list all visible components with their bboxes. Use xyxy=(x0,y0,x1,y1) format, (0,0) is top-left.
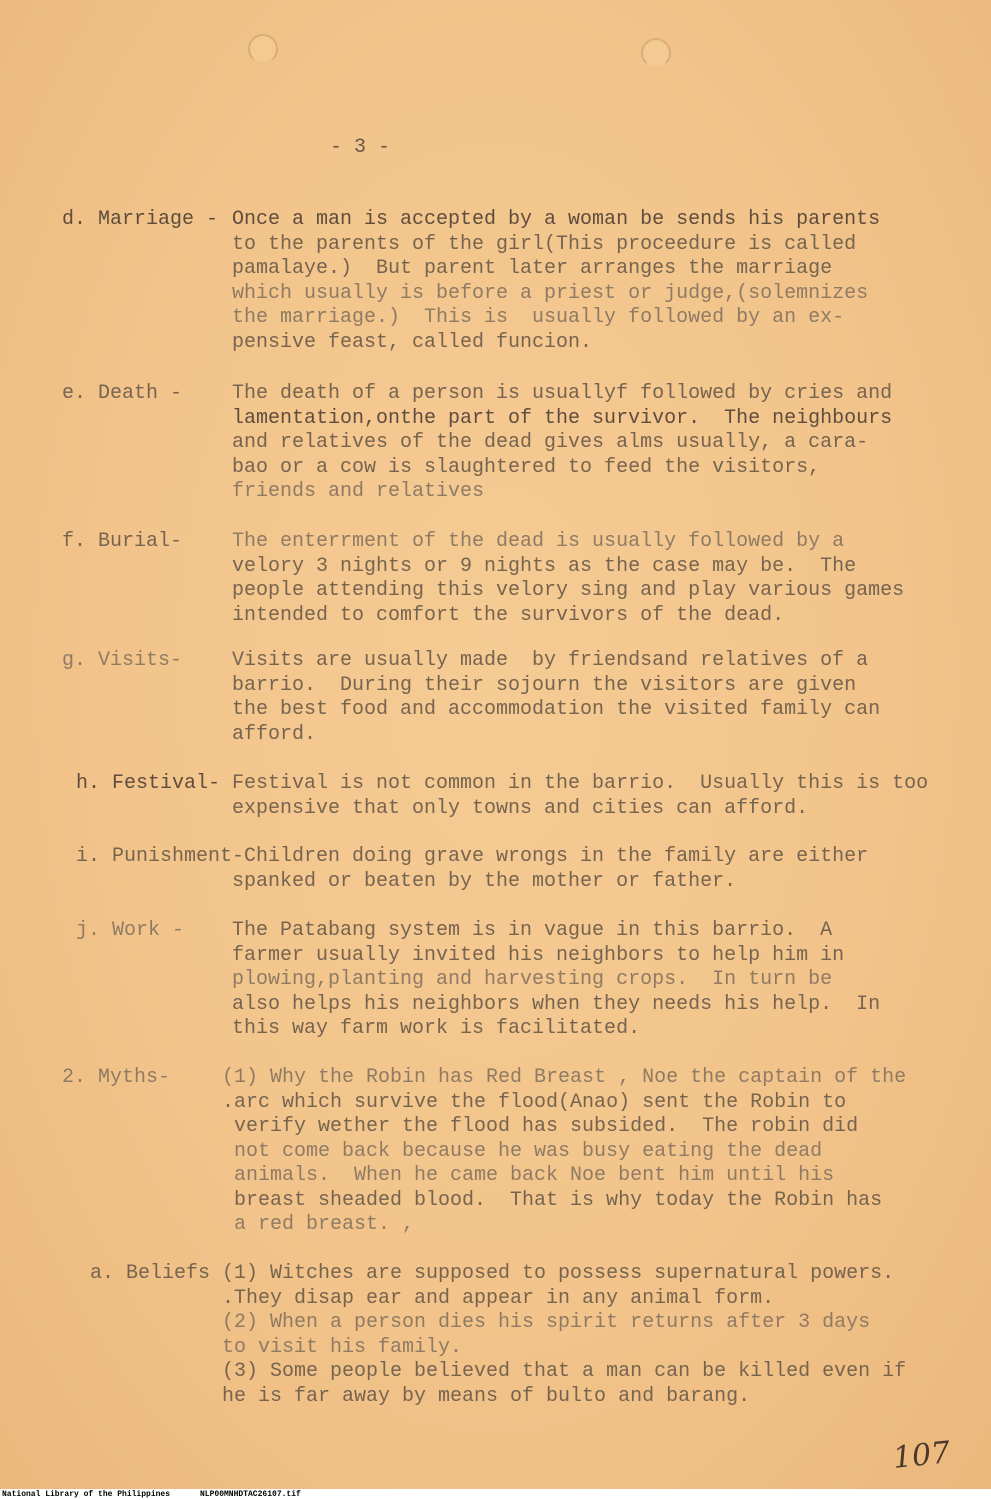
footer-library-name: National Library of the Philippines xyxy=(2,1490,171,1499)
text-line: (3) Some people believed that a man can be killed even if xyxy=(222,1360,907,1383)
section-label: i. Punishment- xyxy=(76,845,245,868)
text-line: .They disap ear and appear in any animal form. xyxy=(222,1286,775,1310)
text-line: (1) Why the Robin has Red Breast , Noe the captain of the xyxy=(222,1066,907,1089)
section-body xyxy=(222,1066,906,1238)
text-line: the marriage.) This is usually followed by an ex- xyxy=(232,306,845,329)
section-body xyxy=(232,208,880,355)
text-line: .arc which survive the flood(Anao) sent the Robin to xyxy=(222,1090,847,1114)
text-line: Visits are usually made by friendsand relatives of a xyxy=(232,649,869,672)
text-line: Once a man is accepted by a woman be sends his parents xyxy=(232,208,881,231)
text-line: pamalaye.) But parent later arranges the marriage xyxy=(232,257,833,280)
text-line: The death of a person is usuallyf followed by cries and xyxy=(232,382,893,405)
text-line: spanked or beaten by the mother or father. xyxy=(232,869,737,893)
section-label: j. Work - xyxy=(76,919,185,942)
text-line: not come back because he was busy eating the dead xyxy=(234,1139,823,1163)
text-line: bao or a cow is slaughtered to feed the visitors, xyxy=(232,455,821,479)
text-line: also helps his neighbors when they needs his help. In xyxy=(232,992,881,1016)
punch-hole-mark-icon xyxy=(641,38,671,68)
text-line: Children doing grave wrongs in the family are either xyxy=(244,845,869,868)
section-label: d. Marriage - xyxy=(62,208,219,231)
text-line: animals. When he came back Noe bent him until his xyxy=(234,1164,835,1187)
section-body xyxy=(232,772,928,821)
text-line: this way farm work is facilitated. xyxy=(232,1017,641,1040)
text-line: and relatives of the dead gives alms usually, a cara- xyxy=(232,431,869,454)
section-body xyxy=(232,530,904,628)
section-label: g. Visits- xyxy=(62,649,183,672)
section-label: a. Beliefs xyxy=(90,1262,211,1285)
section-label: 2. Myths- xyxy=(62,1066,171,1089)
text-line: people attending this velory sing and play various games xyxy=(232,579,905,602)
section-body xyxy=(232,919,880,1042)
text-line: a red breast. , xyxy=(234,1213,415,1236)
text-line: which usually is before a priest or judge,(solemnizes xyxy=(232,281,869,305)
handwritten-folio-number: 107 xyxy=(891,1435,952,1476)
text-line: expensive that only towns and cities can afford. xyxy=(232,796,809,820)
text-line: to the parents of the girl(This proceedure is called xyxy=(232,232,857,256)
text-line: Festival is not common in the barrio. Usually this is too xyxy=(232,772,929,795)
section-label: e. Death - xyxy=(62,382,183,405)
text-line: barrio. During their sojourn the visitors are given xyxy=(232,673,857,697)
page-number: - 3 - xyxy=(330,136,391,159)
text-line: he is far away by means of bulto and barang. xyxy=(222,1384,751,1408)
section-body xyxy=(232,649,880,747)
text-line: verify wether the flood has subsided. The robin did xyxy=(234,1115,859,1138)
text-line: (1) Witches are supposed to possess supernatural powers. xyxy=(222,1262,895,1285)
section-label: f. Burial- xyxy=(62,530,183,553)
text-line: intended to comfort the survivors of the dead. xyxy=(232,603,785,627)
text-line: friends and relatives xyxy=(232,480,485,503)
section-body xyxy=(232,845,868,894)
text-line: afford. xyxy=(232,722,317,746)
text-line: breast sheaded blood. That is why today the Robin has xyxy=(234,1188,883,1212)
scan-footer xyxy=(0,1489,991,1500)
text-line: lamentation,onthe part of the survivor. The neighbours xyxy=(232,406,893,430)
section-label: h. Festival- xyxy=(76,772,221,795)
section-body xyxy=(222,1262,906,1409)
footer-file-name: NLP00MNHDTAC26107.tif xyxy=(200,1490,301,1499)
text-line: The Patabang system is in vague in this barrio. A xyxy=(232,919,833,942)
text-line: The enterrment of the dead is usually followed by a xyxy=(232,530,845,553)
text-line: farmer usually invited his neighbors to help him in xyxy=(232,943,845,967)
text-line: plowing,planting and harvesting crops. In turn be xyxy=(232,968,833,991)
text-line: to visit his family. xyxy=(222,1335,463,1359)
punch-hole-mark-icon xyxy=(248,34,278,64)
text-line: velory 3 nights or 9 nights as the case may be. The xyxy=(232,554,857,578)
section-body xyxy=(232,382,892,505)
text-line: pensive feast, called funcion. xyxy=(232,330,593,354)
text-line: (2) When a person dies his spirit returns after 3 days xyxy=(222,1311,871,1334)
text-line: the best food and accommodation the visited family can xyxy=(232,698,881,721)
